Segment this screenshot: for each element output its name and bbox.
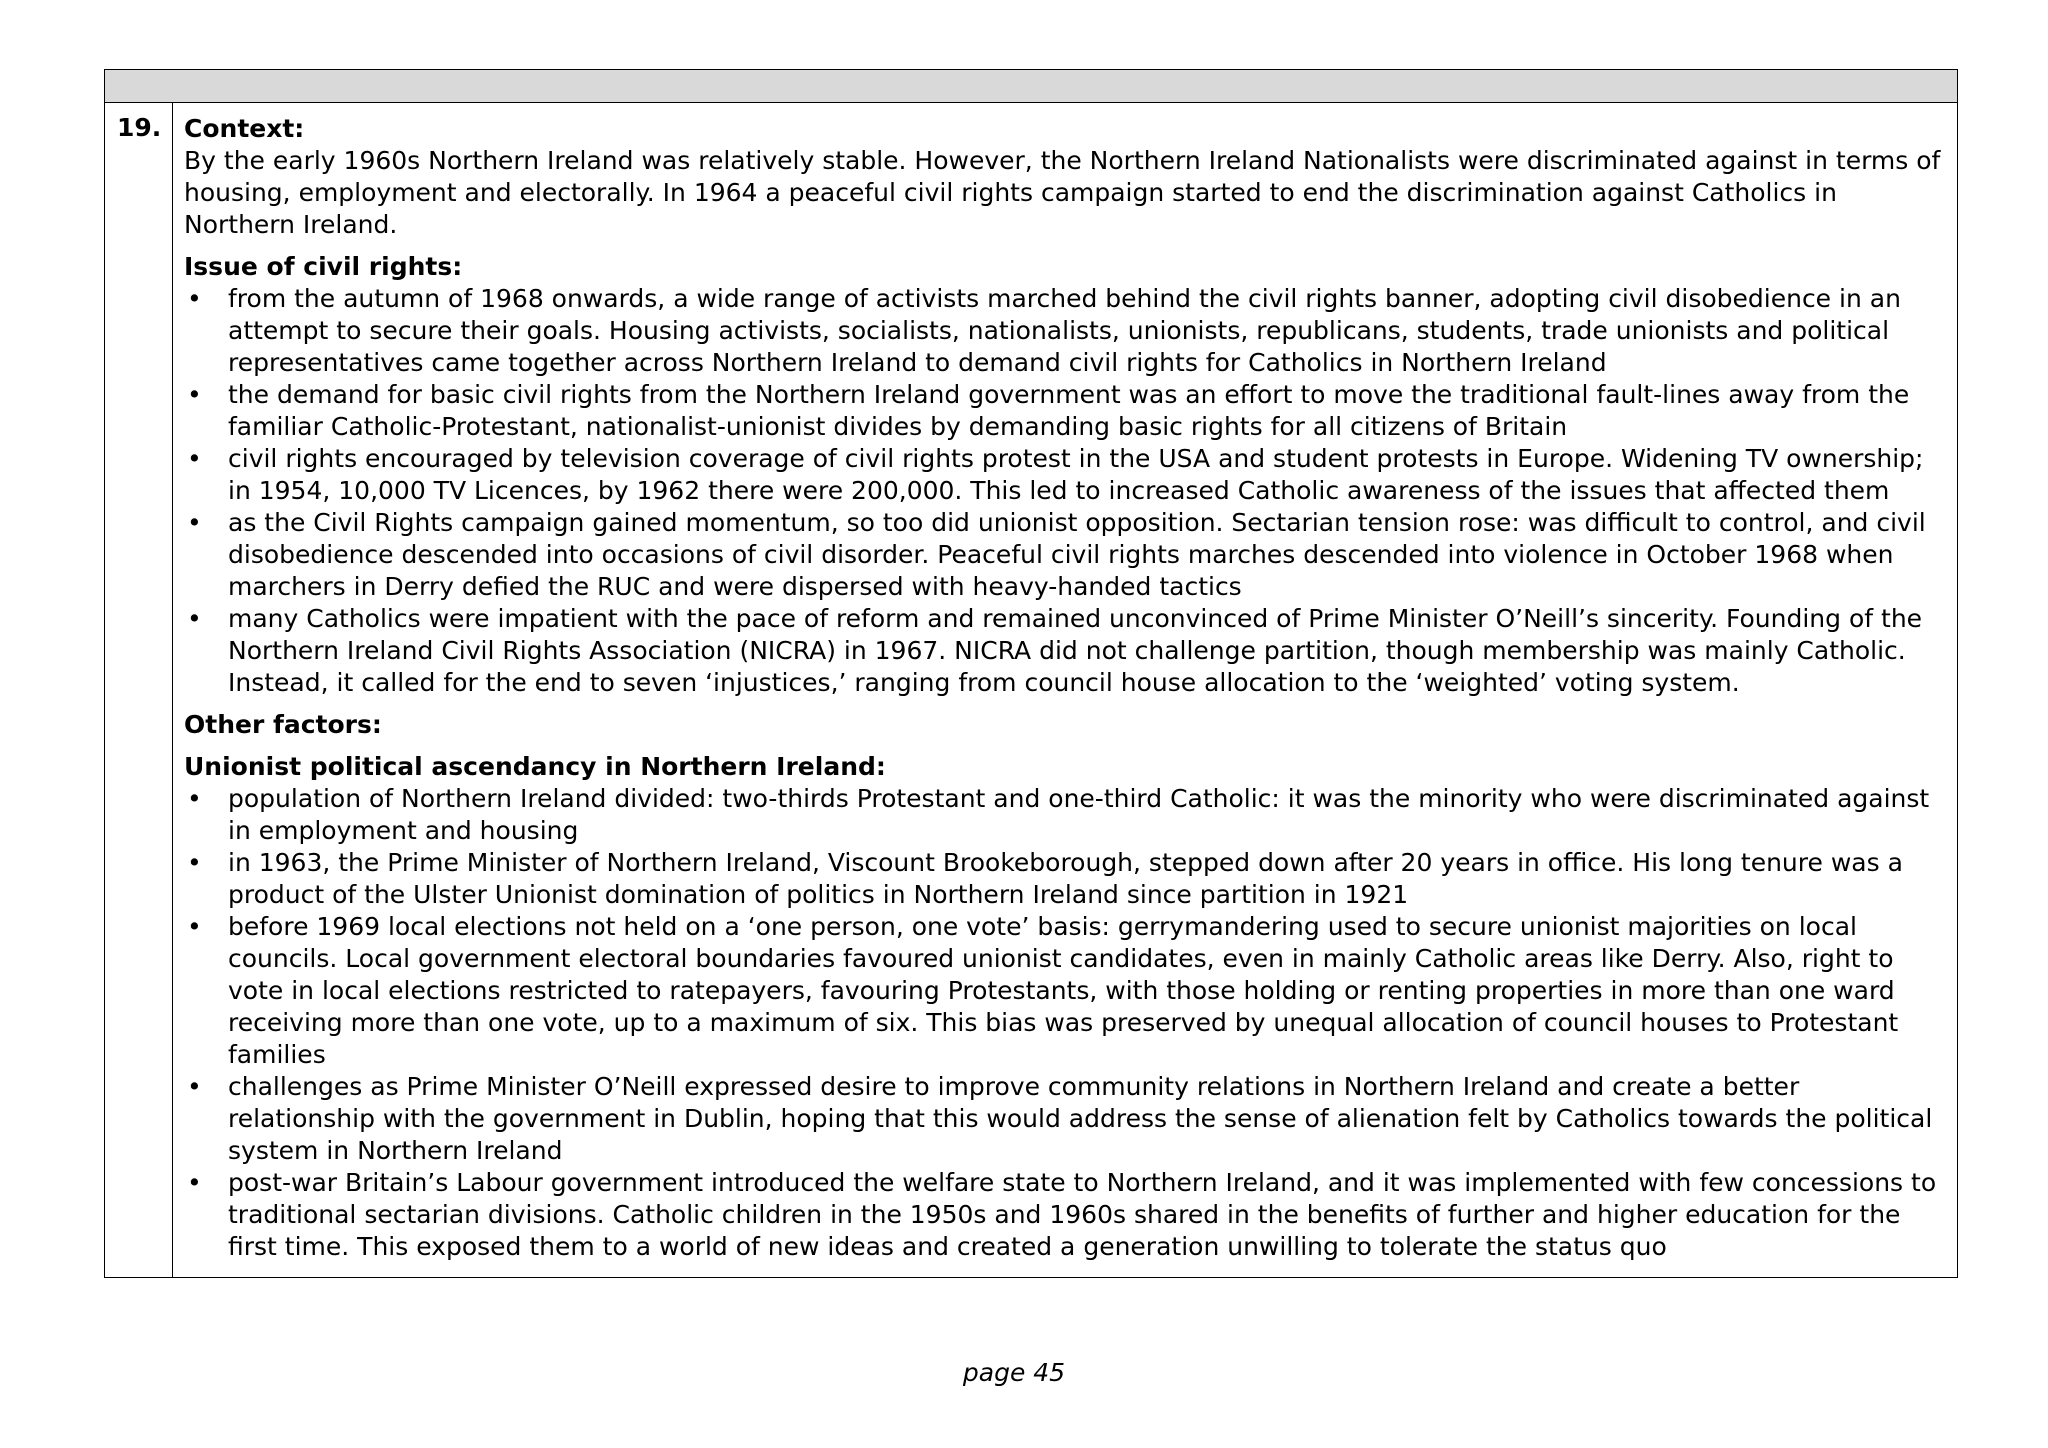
- civil-rights-list: [184, 283, 1947, 699]
- list-item: • civil rights encouraged by television coverage of civil rights protest in the USA and student protests in Europe. Widening TV ownership; in 1954, 10,000 TV Licences, by 1962 there were 200,000. This led to increased Catholic awareness of the issues that affected them: [184, 443, 1947, 507]
- unionist-section: [184, 751, 1947, 1263]
- other-factors-section: [184, 709, 1947, 741]
- unionist-list: [184, 783, 1947, 1263]
- civil-rights-section: [184, 251, 1947, 699]
- list-item: • before 1969 local elections not held on a ‘one person, one vote’ basis: gerrymandering used to secure unionist majorities on local councils. Local government electoral boundaries favoured unionist candidates, even in mainly Catholic areas like Derry. Also, right to vote in local elections restricted to ratepayers, favouring Protestants, with those holding or renting properties in more than one ward receiving more than one vote, up to a maximum of six. This bias was preserved by unequal allocation of council houses to Protestant families: [184, 911, 1947, 1071]
- question-number: 19.: [105, 103, 173, 1277]
- list-item: • population of Northern Ireland divided: two-thirds Protestant and one-third Catholic: it was the minority who were discriminated against in employment and housing: [184, 783, 1947, 847]
- answer-content: [173, 103, 1957, 1277]
- list-item: • from the autumn of 1968 onwards, a wide range of activists marched behind the civil rights banner, adopting civil disobedience in an attempt to secure their goals. Housing activists, socialists, nationalists, unionists, republicans, students, trade unionists and political representatives came together across Northern Ireland to demand civil rights for Catholics in Northern Ireland: [184, 283, 1947, 379]
- table-row: [105, 103, 1957, 1277]
- other-factors-heading: Other factors:: [184, 710, 382, 739]
- page-number: page 45: [962, 1358, 1066, 1387]
- context-heading: Context:: [184, 114, 305, 143]
- table-header-band: [105, 70, 1957, 103]
- list-item: • challenges as Prime Minister O’Neill expressed desire to improve community relations in Northern Ireland and create a better relationship with the government in Dublin, hoping that this would address the sense of alienation felt by Catholics towards the political system in Northern Ireland: [184, 1071, 1947, 1167]
- civil-rights-heading: Issue of civil rights:: [184, 252, 463, 281]
- context-text: By the early 1960s Northern Ireland was relatively stable. However, the Northern Ireland Nationalists were discriminated against in terms of housing, employment and electorally. In 1964 a peaceful civil rights campaign started to end the discrimination against Catholics in Northern Ireland.: [184, 146, 1941, 239]
- list-item: • in 1963, the Prime Minister of Northern Ireland, Viscount Brookeborough, stepped down after 20 years in office. His long tenure was a product of the Ulster Unionist domination of politics in Northern Ireland since partition in 1921: [184, 847, 1947, 911]
- unionist-heading: Unionist political ascendancy in Northern Ireland:: [184, 752, 886, 781]
- marking-table: [104, 69, 1958, 1278]
- list-item: • many Catholics were impatient with the pace of reform and remained unconvinced of Prime Minister O’Neill’s sincerity. Founding of the Northern Ireland Civil Rights Association (NICRA) in 1967. NICRA did not challenge partition, though membership was mainly Catholic. Instead, it called for the end to seven ‘injustices,’ ranging from council house allocation to the ‘weighted’ voting system.: [184, 603, 1947, 699]
- list-item: • post-war Britain’s Labour government introduced the welfare state to Northern Ireland, and it was implemented with few concessions to traditional sectarian divisions. Catholic children in the 1950s and 1960s shared in the benefits of further and higher education for the first time. This exposed them to a world of new ideas and created a generation unwilling to tolerate the status quo: [184, 1167, 1947, 1263]
- list-item: • the demand for basic civil rights from the Northern Ireland government was an effort to move the traditional fault-lines away from the familiar Catholic-Protestant, nationalist-unionist divides by demanding basic rights for all citizens of Britain: [184, 379, 1947, 443]
- list-item: • as the Civil Rights campaign gained momentum, so too did unionist opposition. Sectarian tension rose: was difficult to control, and civil disobedience descended into occasions of civil disorder. Peaceful civil rights marches descended into violence in October 1968 when marchers in Derry defied the RUC and were dispersed with heavy-handed tactics: [184, 507, 1947, 603]
- context-section: [184, 113, 1947, 241]
